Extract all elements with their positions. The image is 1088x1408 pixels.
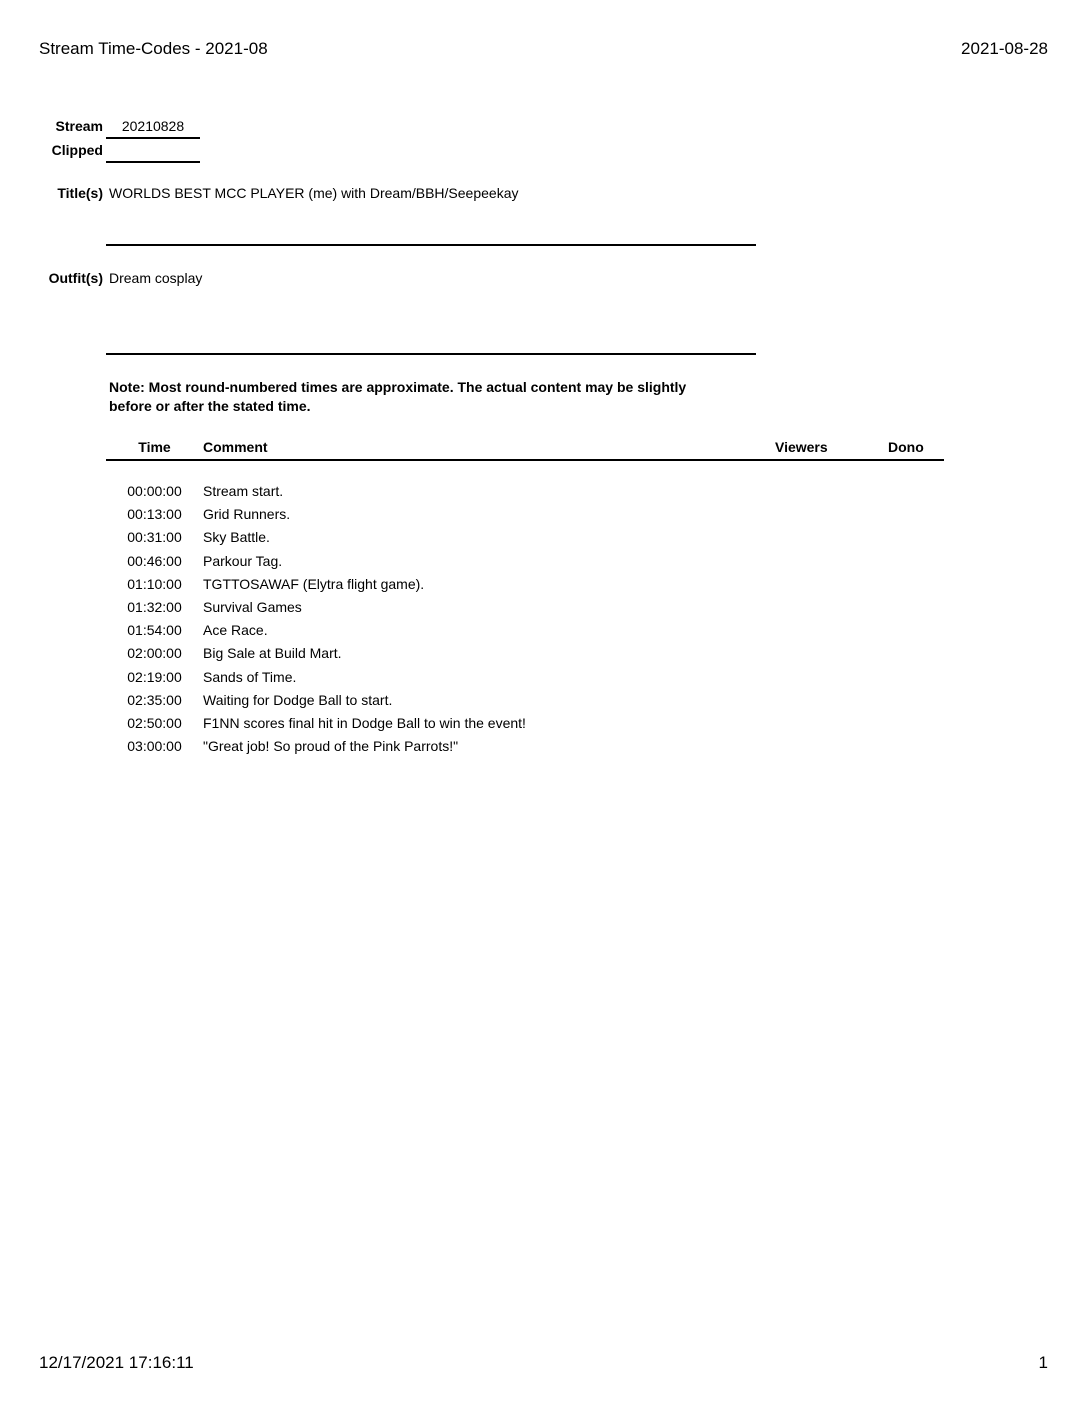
note-line-2: before or after the stated time. (109, 398, 311, 414)
row-comment: Stream start. (203, 483, 284, 499)
dono-header: Dono (888, 439, 924, 455)
titles-value: WORLDS BEST MCC PLAYER (me) with Dream/BBH/Seepeekay (109, 185, 519, 201)
row-time: 03:00:00 (127, 738, 182, 755)
table-body (106, 483, 946, 783)
row-time: 00:46:00 (127, 552, 182, 569)
outfits-underline (106, 353, 756, 355)
table-row (106, 529, 946, 552)
row-comment: "Great job! So proud of the Pink Parrots!" (203, 738, 459, 755)
comment-header: Comment (203, 439, 268, 455)
row-time: 00:00:00 (127, 483, 182, 499)
table-header (106, 439, 944, 461)
row-comment: Survival Games (203, 599, 302, 615)
row-comment: TGTTOSAWAF (Elytra flight game). (203, 575, 425, 592)
row-time: 02:00:00 (127, 645, 182, 662)
row-comment: Parkour Tag. (203, 552, 283, 569)
table-row (106, 645, 946, 668)
table-row (106, 622, 946, 645)
table-row (106, 483, 946, 506)
row-comment: Waiting for Dodge Ball to start. (203, 691, 393, 708)
titles-underline (106, 244, 756, 246)
row-time: 01:54:00 (127, 622, 182, 639)
table-row (106, 692, 946, 715)
row-time: 02:35:00 (127, 691, 182, 708)
clipped-value (106, 142, 200, 163)
row-comment: Big Sale at Build Mart. (203, 645, 342, 662)
row-time: 00:13:00 (127, 506, 182, 523)
table-row (106, 506, 946, 529)
row-comment: Ace Race. (203, 622, 268, 639)
table-row (106, 738, 946, 761)
table-row (106, 553, 946, 576)
time-header: Time (138, 439, 171, 455)
print-timestamp: 12/17/2021 17:16:11 (39, 1353, 194, 1372)
stream-value: 20210828 (106, 118, 200, 139)
row-time: 01:10:00 (127, 575, 182, 592)
row-time: 02:19:00 (127, 668, 182, 685)
document-date: 2021-08-28 (961, 39, 1048, 58)
row-comment: Sky Battle. (203, 529, 270, 546)
note (109, 378, 749, 416)
table-row (106, 715, 946, 738)
note-line-1: Note: Most round-numbered times are approximate. The actual content may be slightly (109, 379, 687, 395)
row-comment: Grid Runners. (203, 506, 291, 523)
table-row (106, 576, 946, 599)
row-time: 00:31:00 (127, 529, 182, 546)
table-row (106, 669, 946, 692)
row-comment: F1NN scores final hit in Dodge Ball to win the event! (203, 715, 526, 731)
stream-label: Stream (55, 118, 103, 134)
table-row (106, 599, 946, 622)
outfits-value: Dream cosplay (109, 270, 203, 286)
row-comment: Sands of Time. (203, 668, 297, 685)
document-title: Stream Time-Codes - 2021-08 (39, 39, 268, 58)
viewers-header: Viewers (775, 439, 828, 455)
outfits-label: Outfit(s) (48, 270, 103, 286)
clipped-label: Clipped (51, 142, 103, 158)
row-time: 01:32:00 (127, 599, 182, 615)
row-time: 02:50:00 (127, 715, 182, 731)
titles-label: Title(s) (57, 185, 103, 201)
page-number: 1 (1038, 1353, 1048, 1372)
